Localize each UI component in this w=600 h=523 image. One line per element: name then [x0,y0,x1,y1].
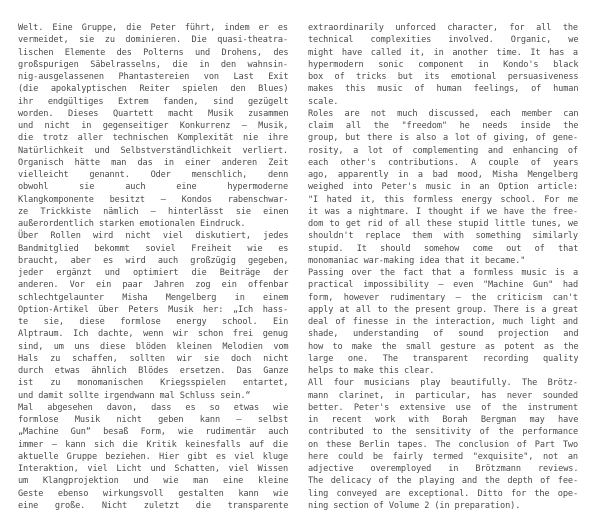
text-line: stupid. It should somehow come out of that [308,243,579,254]
text-line: adjective overemployed in Brötzmann reviews. [308,464,579,474]
text-line: better. Peter's extensive use of the instrument [308,402,578,413]
text-line: Welt. Eine Gruppe, die Peter führt, indem er es [18,23,288,33]
text-line: shade, understanding of sound projection and [308,329,579,340]
text-line: it was a nightmare. I thought if we have the free- [308,206,578,217]
text-line: vielleicht genannt. Oder menschlich, denn [18,170,289,180]
text-line: group, but there is also a lot of giving, of gene- [308,133,578,144]
text-line: um Klangprojektion und wie man eine kleine [18,476,289,487]
text-line: might have called it, in another time. It has a [308,47,578,58]
text-line: (die apokalyptischen Reiter spielen den Blues) [18,84,289,95]
text-line: "I hated it, this formless energy school. For me [308,194,578,205]
text-line: durch etwas ähnlich Blödes ersetzen. Das Ganze [18,366,289,376]
text-line: large one. The transparent recording quality [308,353,579,364]
text-line: Hals zu schaffen, sollten wir sie doch nicht [18,353,289,364]
text-line: hypermodern sonic component in Kondo's black [308,59,579,70]
text-line: how to make the small gesture as potent as the [308,341,579,352]
text-line: aktuelle Gruppe beziehen. Hier gibt es viel kluge [18,451,288,462]
text-line: on these Berlin tapes. The conclusion of Part Two [308,439,578,450]
text-line: Interaktion, viel Licht und Schatten, viel Wissen [18,464,288,474]
text-line: Natürlichkeit und Selbstverständlichkeit verliert. [18,145,288,156]
text-line: ist zu monomanischen Kriegsspielen entartet, [18,378,289,389]
text-line: Alptraum. Ich dachte, wenn wir schon frei genug [18,329,288,340]
text-line: ihr endgültiges Extrem fanden, sind gezügelt [18,96,289,107]
text-line: weighed into Peter's music in an Option article: [308,182,578,193]
text-line: mann clarinet, in particular, has never sounded [308,390,578,401]
text-line: claim all the "freedom" he needs inside the [308,121,579,131]
text-line: sind, um uns diese blöden kleinen Melodien vom [18,341,289,352]
text-line: Klangkomponente besitzt – Kondos rabenschwar- [18,194,289,205]
text-line: extraordinarily unforced character, for all the [308,23,578,33]
text-line: schlechtgelaunter Misha Mengelberg in einem [18,292,289,303]
german-text-column [18,22,288,512]
text-line: in recent work with Borah Bergman may have [308,415,579,425]
text-line: die trotz aller technischen Komplexität nie ihre [18,133,288,144]
text-line: scale. [308,96,339,107]
text-line: makes this music of human feelings, of human [308,84,579,95]
text-line: Organisch hätte man das in einer anderen Zeit [18,157,289,168]
text-line: Mal abgesehen davon, dass es so etwas wie [18,402,289,413]
text-line: vermeidet, sie zu dominieren. Die quasi-theatra- [18,35,288,46]
text-line: lischen Elemente des Polterns und Drohens, des [18,47,289,58]
text-line: te sie, diese formlose energy school. Ein [18,317,289,327]
text-line: ze Trickkiste nämlich – hinterlässt sie einen [18,206,289,217]
text-line: box of tricks but its emotional persuasiveness [308,72,579,82]
text-line: monomaniac war-making idea that it became." [308,255,526,266]
text-line: contributed to the sensitivity of the performance [308,427,578,438]
text-line: rosity, a lot of complementing and enhancing of [308,145,578,156]
text-line: immer – kann sich die Kritik keinesfalls auf die [18,439,288,450]
text-line: The delicacy of the playing and the depth of fee- [308,476,578,487]
text-line: All four musicians play beautifully. The Brötz- [308,378,578,389]
text-line: Geste ebenso wirkungsvoll gestalten kann wie [18,488,289,499]
text-line: Über Rollen wird nicht viel diskutiert, jedes [18,231,289,242]
text-line: technical complexities involved. Organic, we [308,35,579,46]
english-text-column [308,22,578,512]
text-line: Roles are not much discussed, each member can [308,108,579,119]
text-line: here could be fairly termed "exquisite", not an [308,451,578,462]
text-line: und damit sollte irgendwann mal Schluss sein.“ [18,390,251,401]
text-line: helps to make this clear. [308,366,435,376]
text-line: ago, apparently in a bad mood, Misha Mengelberg [308,170,578,180]
text-line: form, however rudimentary – the criticism can't [308,292,578,303]
text-line: braucht, aber es wird auch großzügig gegeben, [18,255,289,266]
text-line: außerordentlich starken emotionalen Eindruck. [18,219,246,229]
text-line: „Machine Gun“ besaß Form, wie rudimentär auch [18,427,289,438]
text-line: shouldn't replace them with something similarly [308,231,578,242]
text-line: worden. Dieses Quartett macht Musik zusammen [18,108,289,119]
text-line: Passing over the fact that a formless music is a [308,268,578,278]
text-line: anderen. Vor ein paar Jahren zog ein offenbar [18,280,289,291]
text-line: ning section of Volume 2 (in preparation). [308,500,521,511]
text-line: deal of finesse in the interaction, much light and [308,317,578,327]
text-line: eine große. Nicht zuletzt die transparente [18,500,289,511]
text-line: nig-ausgelassenen Phantastereien von Last Exit [18,72,289,82]
text-line: und nicht in gegenseitiger Konkurrenz – Musik, [18,121,289,131]
text-line: obwohl sie auch eine hypermoderne [18,182,288,193]
text-line: dom to get rid of all these stupid little tunes, we [308,219,578,229]
text-line: Bandmitglied bekommt soviel Freiheit wie es [18,243,289,254]
text-line: formlose Musik nicht geben kann – selbst [18,415,289,425]
text-line: apply at all to the present group. There is a great [308,304,578,315]
text-line: ling conveyed are exceptional. Ditto for the ope- [308,488,578,499]
text-line: Option-Artikel über Peters Musik her: „Ich hass- [18,304,288,315]
text-line: each other's contributions. A couple of years [308,157,579,168]
text-line: practical impossibility – even "Machine Gun" had [308,280,578,291]
text-line: großspurigen Säbelrasselns, die in den wahnsin- [18,59,288,70]
text-line: jeder ergänzt und optimiert die Beiträge der [18,268,289,278]
